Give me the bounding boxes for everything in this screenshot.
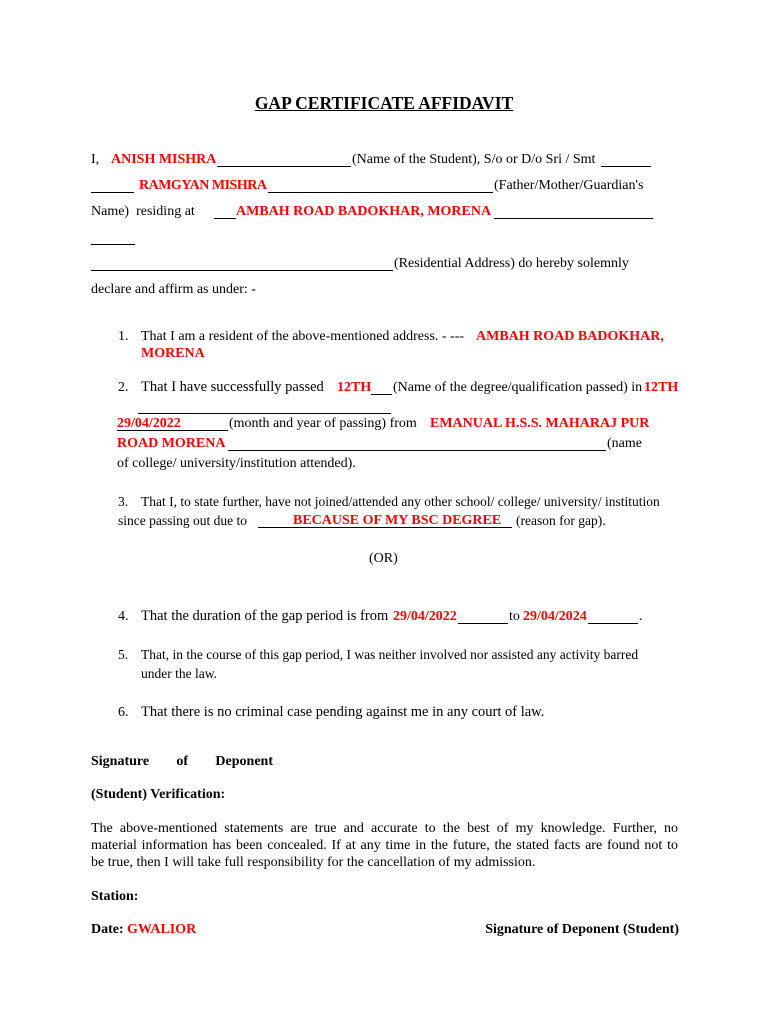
statement-text: since passing out due to [118, 513, 247, 528]
intro-line-4 [0, 229, 768, 246]
statement-number: 4. [118, 609, 129, 624]
statement-2-passing-row [0, 415, 768, 432]
statement-5 [0, 646, 768, 663]
institution-name: EMANUAL H.S.S. MAHARAJ PUR [430, 416, 650, 431]
statement-text: That, in the course of this gap period, I was neither involved nor assisted any activity barred [141, 647, 639, 662]
blank-line [138, 398, 391, 414]
intro-line-2 [0, 177, 768, 194]
blank-line [458, 608, 508, 624]
statement-number: 5. [118, 647, 129, 662]
statement-text: That there is no criminal case pending against me in any court of law. [141, 704, 545, 720]
verification-heading: (Student) Verification: [91, 787, 226, 802]
verification-heading-row [0, 786, 768, 803]
intro-line-5 [0, 255, 768, 272]
statement-number: 6. [118, 705, 129, 720]
verification-text-line: be true, then I will take full responsibility for the cancellation of my admission. [91, 855, 536, 870]
student-name-label: (Name of the Student), S/o or D/o Sri / Smt [352, 152, 596, 167]
date-label: Date: [91, 922, 124, 937]
declaration-text: declare and affirm as under: - [91, 282, 256, 297]
blank-line [91, 255, 393, 271]
gap-reason: BECAUSE OF MY BSC DEGREE [293, 513, 502, 528]
residing-label: Name) residing at [91, 204, 195, 219]
address-label: (Residential Address) do hereby solemnly [394, 256, 629, 271]
verification-text-line: The above-mentioned statements are true and accurate to the best of my knowledge. Further, no [91, 821, 678, 836]
blank-line [228, 435, 606, 451]
or-separator: (OR) [369, 551, 398, 566]
statement-address: AMBAH ROAD BADOKHAR, [476, 329, 664, 344]
blank-line [217, 151, 351, 167]
statement-3 [0, 493, 768, 510]
institution-name: ROAD MORENA [117, 436, 226, 451]
signature-heading: Signature of Deponent [91, 754, 273, 769]
blank-line [91, 177, 134, 193]
statement-1 [0, 328, 768, 345]
statement-5-continued [0, 665, 768, 682]
document-title: GAP CERTIFICATE AFFIDAVIT [254, 93, 514, 113]
gap-reason-label: (reason for gap). [516, 513, 606, 528]
statement-number: 2. [118, 380, 129, 395]
or-separator-row [0, 550, 768, 567]
statement-text: under the law. [141, 666, 217, 681]
date-signature-row [0, 921, 768, 938]
guardian-name-label: (Father/Mother/Guardian's [494, 178, 644, 193]
residential-address: AMBAH ROAD BADOKHAR, MORENA [236, 204, 492, 219]
station-row [0, 888, 768, 905]
statement-text: That I, to state further, have not joined/attended any other school/ college/ university/ institution [141, 494, 660, 509]
statement-number: 1. [118, 329, 129, 344]
to-label: to [509, 609, 520, 624]
blank-line [214, 203, 236, 219]
blank-line [494, 203, 653, 219]
institution-label: of college/ university/institution attended). [117, 456, 356, 471]
passing-date: 29/04/2022 [117, 416, 181, 431]
institution-label: (name [607, 436, 642, 451]
passing-date-label: (month and year of passing) from [229, 416, 417, 431]
statement-4 [0, 608, 768, 625]
statement-6 [0, 704, 768, 721]
intro-line-6 [0, 281, 768, 298]
station-label: Station: [91, 889, 139, 904]
statement-address: MORENA [141, 346, 205, 361]
gap-from-date: 29/04/2022 [393, 609, 457, 624]
gap-to-date: 29/04/2024 [523, 609, 587, 624]
statement-text: That I have successfully passed [141, 379, 324, 395]
statement-number: 3. [118, 494, 129, 509]
qualification: 12TH [337, 380, 372, 395]
blank-line [601, 151, 651, 167]
statement-1-continued [0, 345, 768, 362]
intro-line-3 [0, 203, 768, 220]
pronoun: I, [91, 152, 100, 167]
blank-line [91, 229, 135, 245]
student-name: ANISH MISHRA [111, 152, 217, 167]
blank-line [371, 379, 392, 395]
intro-line-1 [0, 151, 768, 168]
deponent-signature-label: Signature of Deponent (Student) [485, 922, 679, 937]
qualification-label: (Name of the degree/qualification passed) in [393, 380, 643, 395]
statement-3-continued [0, 512, 768, 529]
statement-text: That the duration of the gap period is from [141, 608, 389, 624]
signature-heading-row [0, 753, 768, 770]
statement-end: . [639, 609, 643, 624]
statement-2-blank-row [0, 398, 768, 415]
blank-line [268, 177, 493, 193]
blank-line [588, 608, 638, 624]
statement-2 [0, 379, 768, 396]
statement-text: That I am a resident of the above-mentioned address. - --- [141, 329, 465, 344]
statement-2-institution-label-row [0, 455, 768, 472]
qualification-in: 12TH [644, 380, 679, 395]
verification-text-line: material information has been concealed. If at any time in the future, the stated facts are found not to [91, 838, 678, 853]
statement-2-institution-row [0, 435, 768, 452]
date-value: GWALIOR [127, 922, 197, 937]
guardian-name: RAMGYAN MISHRA [139, 178, 267, 193]
